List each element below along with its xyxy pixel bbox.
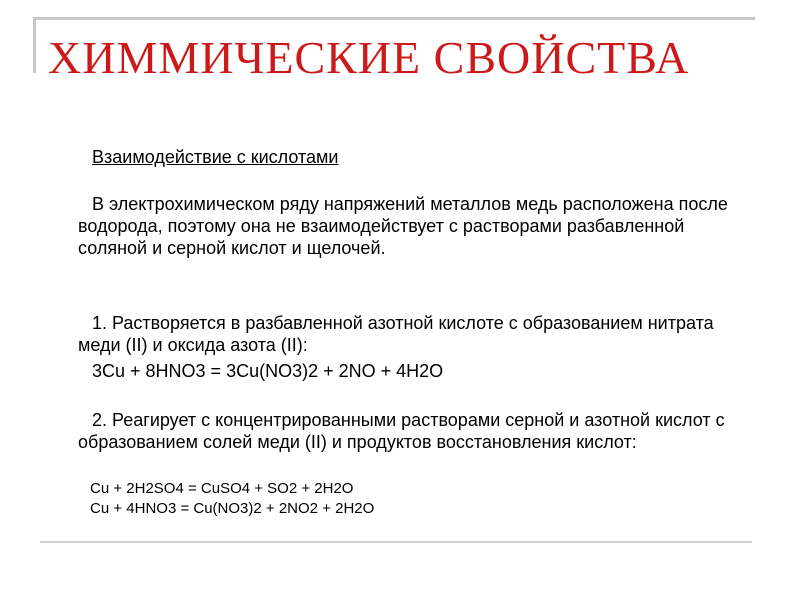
slide-title: ХИММИЧЕСКИЕ СВОЙСТВА bbox=[48, 32, 690, 83]
intro-paragraph: В электрохимическом ряду напряжений металлов медь расположена после водорода, поэтому она не взаимодействует с растворами разбавленной соляной и серной кислот и щелочей. bbox=[78, 194, 728, 258]
slide-frame-top-line bbox=[33, 17, 755, 20]
slide-bottom-divider bbox=[40, 541, 752, 543]
equation-conc-nitric: Cu + 4HNO3 = Cu(NO3)2 + 2NO2 + 2H2O bbox=[90, 500, 375, 517]
equation-sulfuric: Cu + 2H2SO4 = CuSO4 + SO2 + 2H2O bbox=[90, 480, 354, 497]
slide-frame-left-line bbox=[33, 17, 36, 73]
equation-dilute-nitric: 3Cu + 8HNO3 = 3Cu(NO3)2 + 2NO + 4H2O bbox=[92, 361, 444, 381]
concentrated-acids-paragraph: 2. Реагирует с концентрированными растворами серной и азотной кислот с образованием солей меди (II) и продуктов восстановления кислот: bbox=[78, 410, 725, 452]
dilute-nitric-paragraph: 1. Растворяется в разбавленной азотной кислоте с образованием нитрата меди (II) и оксида азота (II): bbox=[78, 313, 714, 355]
section-subtitle: Взаимодействие с кислотами bbox=[92, 147, 339, 167]
